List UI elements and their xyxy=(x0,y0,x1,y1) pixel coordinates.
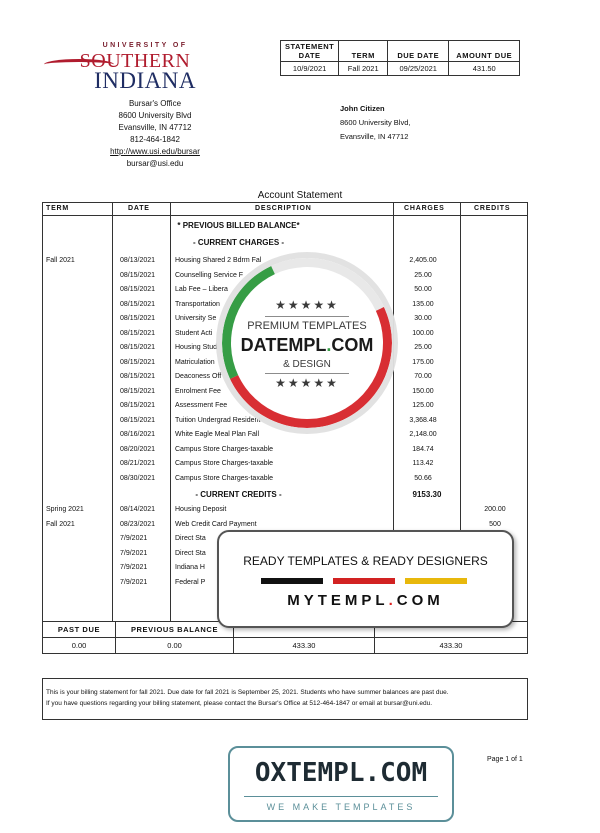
row-date: 7/9/2021 xyxy=(120,549,148,557)
row-credit: 500 xyxy=(489,520,501,528)
row-charge: 2,405.00 xyxy=(409,257,437,264)
table-row xyxy=(42,457,528,471)
row-description: Web Credit Card Payment xyxy=(175,520,257,528)
table-row xyxy=(42,503,528,517)
statement-info-table xyxy=(280,40,520,76)
row-description: Direct Sta xyxy=(175,535,206,542)
row-charge: 50.66 xyxy=(414,474,432,482)
row-description: Matriculation xyxy=(175,358,215,366)
customer-name: John Citizen xyxy=(340,104,385,113)
billing-note-line1: This is your billing statement for fall 2021. Due date for fall 2021 is September 25, 2021. Students who have summer balances are past due. xyxy=(46,689,449,696)
watermark-circle xyxy=(222,258,392,428)
row-description: Transportation xyxy=(175,300,220,308)
row-description: White Eagle Meal Plan Fall xyxy=(175,431,260,438)
current-credits-label: - CURRENT CREDITS - xyxy=(195,490,282,499)
row-date: 08/15/2021 xyxy=(120,402,156,409)
row-charge: 70.00 xyxy=(414,373,432,380)
row-charge: 100.00 xyxy=(412,329,434,337)
row-term: Fall 2021 xyxy=(46,257,75,264)
previous-billed-balance: * PREVIOUS BILLED BALANCE* xyxy=(177,221,300,230)
watermark-premium-templates: PREMIUM TEMPLATES xyxy=(247,320,367,332)
table-row xyxy=(42,443,528,457)
row-date: 08/15/2021 xyxy=(120,358,156,366)
row-date: 08/30/2021 xyxy=(120,474,156,482)
row-date: 08/15/2021 xyxy=(120,373,156,380)
header-date: DATE xyxy=(128,205,150,212)
row-charge: 2,148.00 xyxy=(409,431,437,438)
amount-due-header: AMOUNT DUE xyxy=(449,41,520,62)
banner-text: READY TEMPLATES & READY DESIGNERS xyxy=(243,554,488,568)
row-date: 08/15/2021 xyxy=(120,300,156,308)
row-date: 08/15/2021 xyxy=(120,315,156,322)
row-date: 08/15/2021 xyxy=(120,416,156,424)
row-description: Housing Shared 2 Bdrm Fal xyxy=(175,257,262,264)
amount-due: 431.50 xyxy=(449,62,520,76)
due-date: 09/25/2021 xyxy=(388,62,449,76)
row-description: Deaconess Off xyxy=(175,373,222,380)
previous-balance-header: PREVIOUS BALANCE xyxy=(116,622,234,638)
customer-address xyxy=(340,102,410,144)
logo-university-of: UNIVERSITY OF xyxy=(102,42,188,49)
row-date: 08/15/2021 xyxy=(120,329,156,337)
office-phone: 812-464-1842 xyxy=(130,135,180,144)
row-charge: 184.74 xyxy=(412,445,434,453)
watermark-stars-top: ★★★★★ xyxy=(275,298,339,312)
row-date: 08/23/2021 xyxy=(120,520,156,528)
row-date: 08/13/2021 xyxy=(120,257,156,264)
office-city: Evansville, IN 47712 xyxy=(118,123,192,132)
header-term: TERM xyxy=(46,205,70,212)
row-description: Housing Deposit xyxy=(175,506,227,513)
account-statement-title: Account Statement xyxy=(257,190,343,201)
office-email: bursar@usi.edu xyxy=(126,159,184,168)
row-charge: 50.00 xyxy=(414,286,432,293)
row-date: 08/15/2021 xyxy=(120,286,156,293)
office-name: Bursar's Office xyxy=(128,99,182,108)
row-description: Enrolment Fee xyxy=(175,387,221,395)
row-date: 08/14/2021 xyxy=(120,506,156,513)
ready-templates-banner xyxy=(217,530,514,628)
customer-city: Evansville, IN 47712 xyxy=(340,132,409,141)
page-number: Page 1 of 1 xyxy=(487,756,523,763)
row-description: Direct Sta xyxy=(175,549,206,557)
row-description: Counselling Service F xyxy=(175,271,244,279)
row-date: 08/16/2021 xyxy=(120,431,156,438)
row-date: 08/20/2021 xyxy=(120,445,156,453)
banner-brand: MYTEMPL.COM xyxy=(287,592,444,609)
row-date: 7/9/2021 xyxy=(120,564,148,571)
row-charge: 150.00 xyxy=(412,387,434,395)
row-description: Lab Fee – Libera xyxy=(175,286,228,293)
row-description: Campus Store Charges-taxable xyxy=(175,474,274,482)
row-charge: 135.00 xyxy=(412,300,434,308)
table-row xyxy=(42,472,528,486)
current-credits-total: 9153.30 xyxy=(412,490,442,499)
row-description: Housing Stud xyxy=(175,344,218,351)
billing-note-line2: If you have questions regarding your billing statement, please contact the Bursar's Office at 512-464-1847 or email at bursar@uni.edu. xyxy=(46,700,433,707)
table-row xyxy=(42,428,528,442)
term-header: TERM xyxy=(339,41,388,62)
row-description: Campus Store Charges-taxable xyxy=(175,445,274,453)
statement-date-header: STATEMENT DATE xyxy=(281,41,339,62)
row-date: 08/15/2021 xyxy=(120,271,156,279)
row-description: Campus Store Charges-taxable xyxy=(175,460,274,467)
row-charge: 175.00 xyxy=(412,358,434,366)
row-term: Fall 2021 xyxy=(46,520,75,528)
statement-date: 10/9/2021 xyxy=(281,62,339,76)
office-address xyxy=(75,98,235,170)
row-description: Assessment Fee xyxy=(175,402,228,409)
row-charge: 25.00 xyxy=(414,344,432,351)
previous-balance-value: 0.00 xyxy=(116,638,234,654)
past-due-value: 0.00 xyxy=(43,638,116,654)
row-charge: 25.00 xyxy=(414,271,432,279)
row-term: Spring 2021 xyxy=(46,506,84,513)
row-description: Tuition Undergrad Resident xyxy=(175,416,261,424)
row-charge: 3,368.48 xyxy=(409,416,437,424)
watermark-divider xyxy=(265,316,349,317)
row-date: 7/9/2021 xyxy=(120,578,148,586)
billing-note xyxy=(42,678,528,720)
watermark-divider xyxy=(265,373,349,374)
banner-bar-black xyxy=(261,578,323,584)
row-charge: 113.42 xyxy=(412,460,434,467)
row-date: 08/15/2021 xyxy=(120,387,156,395)
statement-term: Fall 2021 xyxy=(339,62,388,76)
row-description: Indiana H xyxy=(175,564,205,571)
row-charge: 30.00 xyxy=(414,315,432,322)
current-value: 433.30 xyxy=(234,638,375,654)
watermark-and-design: & DESIGN xyxy=(283,359,331,370)
watermark-brand: DATEMPL.COM xyxy=(240,335,374,355)
customer-street: 8600 University Blvd, xyxy=(340,118,411,127)
row-charge: 125.00 xyxy=(412,402,434,409)
row-date: 08/15/2021 xyxy=(120,344,156,351)
current-charges-label: - CURRENT CHARGES - xyxy=(192,238,285,247)
watermark-stars-bottom: ★★★★★ xyxy=(275,376,339,390)
row-description: University Se xyxy=(175,315,217,322)
row-date: 7/9/2021 xyxy=(120,535,148,542)
row-description: Student Acti xyxy=(175,329,213,337)
banner-bar-red xyxy=(333,578,395,584)
office-url-link[interactable]: http://www.usi.edu/bursar xyxy=(110,147,200,156)
row-credit: 200.00 xyxy=(484,506,506,513)
logo-southern: SOUTHERN xyxy=(79,50,191,72)
row-date: 08/21/2021 xyxy=(120,460,156,467)
header-charges: CHARGES xyxy=(404,205,445,212)
past-due-header: PAST DUE xyxy=(43,622,116,638)
due-date-header: DUE DATE xyxy=(388,41,449,62)
oxtempl-divider xyxy=(244,796,438,797)
header-description: DESCRIPTION xyxy=(255,205,312,212)
oxtempl-subtitle: WE MAKE TEMPLATES xyxy=(266,802,416,812)
oxtempl-badge xyxy=(228,746,454,822)
row-description: Federal P xyxy=(175,578,206,586)
header-credits: CREDITS xyxy=(474,205,511,212)
banner-bar-yellow xyxy=(405,578,467,584)
total-value: 433.30 xyxy=(375,638,528,654)
oxtempl-title: OXTEMPL.COM xyxy=(254,758,428,788)
logo-indiana: INDIANA xyxy=(94,68,196,93)
office-street: 8600 University Blvd xyxy=(118,111,192,120)
